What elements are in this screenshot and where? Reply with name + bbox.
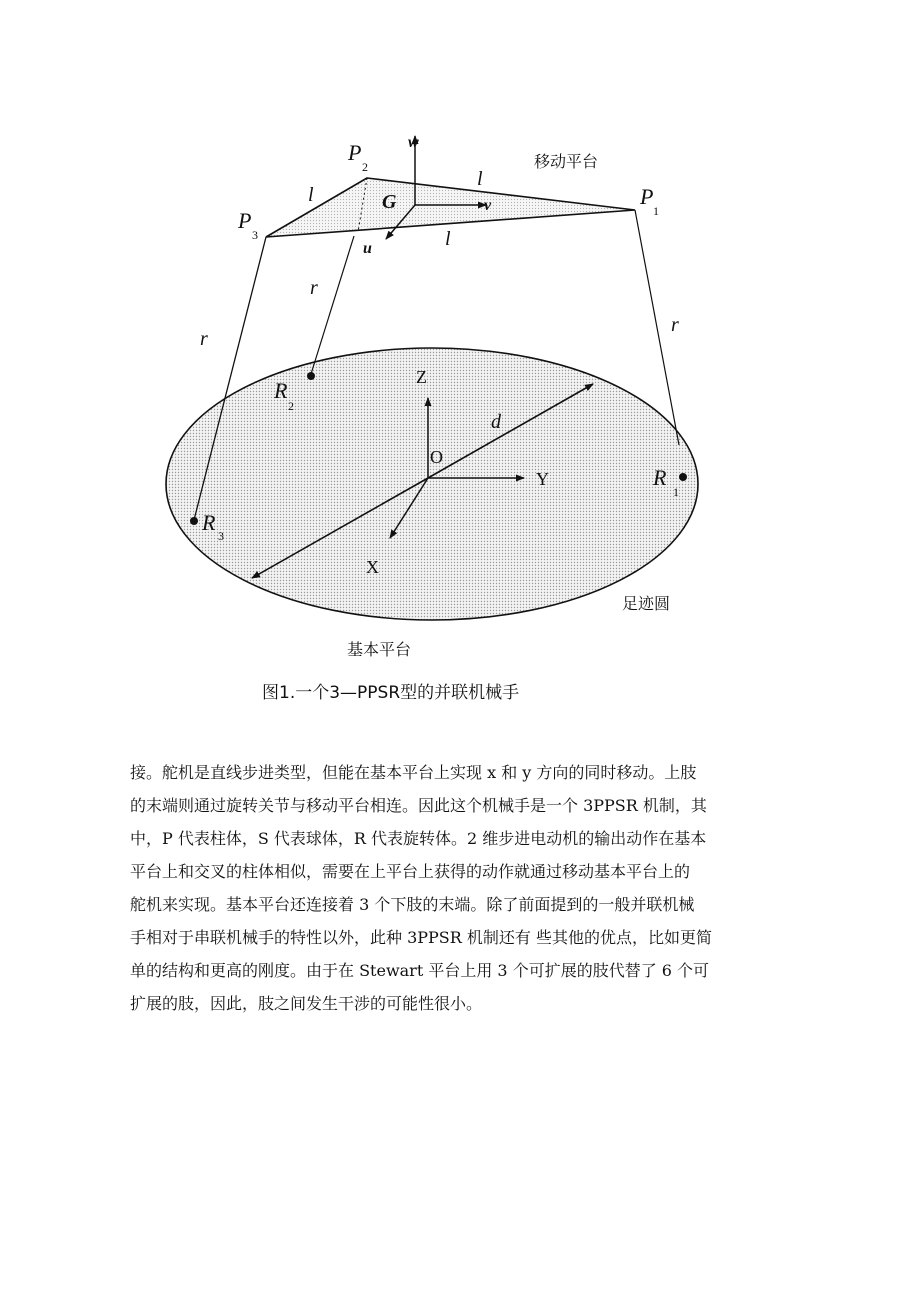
joint-r2 bbox=[307, 372, 315, 380]
label-r-left: r bbox=[200, 328, 208, 350]
text-line: 单的结构和更高的刚度。由于在 Stewart 平台上用 3 个可扩展的肢代替了 6 个可 bbox=[130, 961, 710, 980]
base-platform-ellipse bbox=[166, 348, 698, 620]
label-r2: R bbox=[274, 378, 288, 403]
label-p2: P bbox=[348, 140, 362, 165]
figure-caption: 图1.一个3—PPSR型的并联机械手 bbox=[262, 683, 520, 703]
label-r-right: r bbox=[671, 314, 679, 336]
label-r3-sub: 3 bbox=[218, 529, 224, 543]
text-line: 中，P 代表柱体，S 代表球体，R 代表旋转体。2 维步进电动机的输出动作在基本 bbox=[130, 829, 707, 848]
label-g: G bbox=[382, 191, 397, 213]
text-line: 的末端则通过旋转关节与移动平台相连。因此这个机械手是一个 3PPSR 机制，其 bbox=[130, 796, 707, 815]
label-y: Y bbox=[536, 469, 549, 489]
label-o: O bbox=[430, 447, 443, 467]
text-line: 平台上和交叉的柱体相似，需要在上平台上获得的动作就通过移动基本平台上的 bbox=[130, 862, 691, 881]
joint-r3 bbox=[190, 517, 198, 525]
label-p3: P bbox=[238, 208, 252, 233]
text-line: 接。舵机是直线步进类型，但能在基本平台上实现 x 和 y 方向的同时移动。上肢 bbox=[130, 763, 697, 782]
text-line: 扩展的肢，因此，肢之间发生干涉的可能性很小。 bbox=[130, 994, 483, 1013]
leg-p2-r2 bbox=[311, 236, 354, 374]
text-line: 手相对于串联机械手的特性以外，此种 3PPSR 机制还有 些其他的优点，比如更简 bbox=[130, 928, 712, 947]
label-v: v bbox=[484, 197, 492, 214]
body-paragraph bbox=[130, 756, 810, 1020]
label-p2-sub: 2 bbox=[362, 160, 368, 174]
label-w: w bbox=[408, 134, 419, 151]
label-p1: P bbox=[640, 184, 654, 209]
label-u: u bbox=[363, 240, 372, 257]
label-l-right: l bbox=[477, 168, 483, 190]
label-l-bottom: l bbox=[445, 228, 451, 250]
label-l-left: l bbox=[308, 184, 314, 206]
label-r-middle: r bbox=[310, 277, 318, 299]
label-z: Z bbox=[416, 367, 427, 387]
label-x: X bbox=[366, 557, 379, 577]
label-footprint-circle: 足迹圆 bbox=[622, 594, 671, 613]
text-line: 舵机来实现。基本平台还连接着 3 个下肢的末端。除了前面提到的一般并联机械 bbox=[130, 895, 695, 914]
joint-r1 bbox=[679, 473, 687, 481]
label-r1: R bbox=[653, 465, 667, 490]
label-d: d bbox=[491, 411, 501, 433]
label-moving-platform: 移动平台 bbox=[534, 152, 599, 171]
label-r3: R bbox=[202, 510, 216, 535]
label-r1-sub: 1 bbox=[673, 485, 679, 499]
label-r2-sub: 2 bbox=[288, 399, 294, 413]
label-p3-sub: 3 bbox=[252, 228, 258, 242]
label-base-platform: 基本平台 bbox=[347, 640, 412, 659]
label-p1-sub: 1 bbox=[653, 204, 659, 218]
